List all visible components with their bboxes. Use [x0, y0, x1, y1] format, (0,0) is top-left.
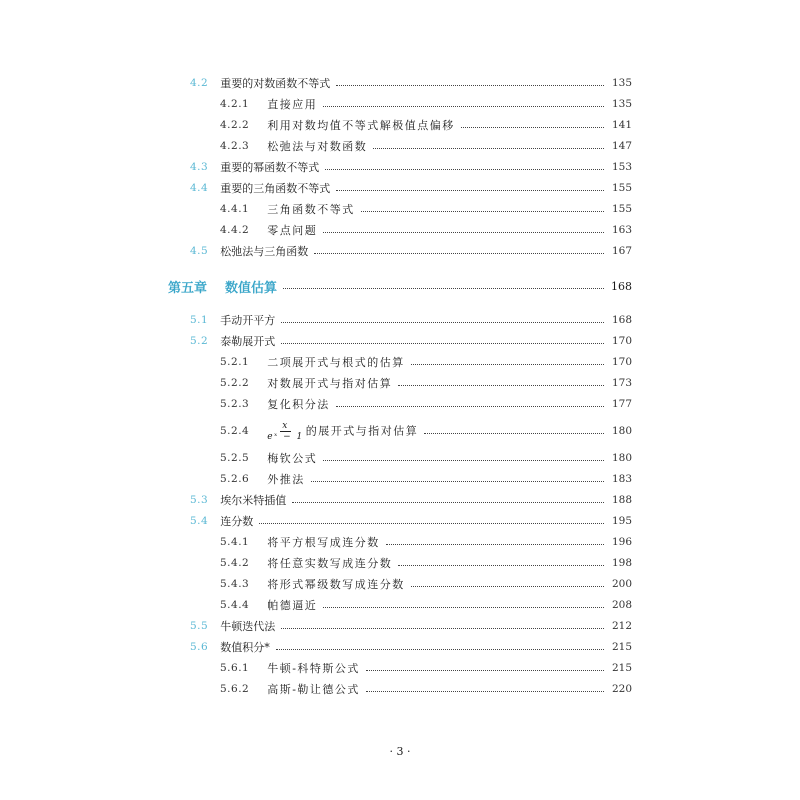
fraction-numerator: x: [282, 420, 289, 431]
chapter-title: 数值估算: [225, 280, 278, 296]
toc-entry-title: 手动开平方: [220, 314, 276, 327]
toc-entry[interactable]: [0, 532, 800, 552]
toc-entry-number: 4.4: [190, 182, 209, 194]
toc-entry[interactable]: [0, 310, 800, 330]
toc-entry-page: 212: [611, 620, 632, 632]
toc-entry-number: 5.2.5: [220, 452, 250, 464]
toc-entry[interactable]: [0, 220, 800, 240]
toc-entry-number: 5.2.3: [220, 398, 250, 410]
toc-entry-page: 188: [611, 494, 632, 506]
toc-entry-number: 5.2.4: [220, 425, 250, 437]
toc-entry[interactable]: [0, 490, 800, 510]
toc-entry-number: 4.4.2: [220, 224, 250, 236]
toc-entry-title: 二项展开式与根式的估算: [267, 356, 405, 369]
toc-entry[interactable]: [0, 637, 800, 657]
toc-entry-title: [267, 421, 418, 442]
toc-entry-number: 5.4.1: [220, 536, 250, 548]
toc-entry-page: 220: [611, 683, 632, 695]
dot-leader: [311, 480, 604, 482]
toc-entry[interactable]: [0, 574, 800, 594]
toc-entry[interactable]: [0, 178, 800, 198]
toc-entry[interactable]: [0, 595, 800, 615]
dot-leader: [281, 627, 604, 629]
toc-entry-title: 梅钦公式: [267, 452, 318, 465]
toc-entry-page: 170: [611, 335, 632, 347]
toc-entry-number: 5.2: [190, 335, 209, 347]
dot-leader: [281, 321, 604, 323]
toc-entry-number: 5.4.2: [220, 557, 250, 569]
toc-entry-title: 松弛法与三角函数: [220, 245, 309, 258]
dot-leader: [373, 147, 604, 149]
toc-entry-number: 5.2.2: [220, 377, 250, 389]
toc-entry-page: 215: [611, 641, 632, 653]
toc-entry[interactable]: [0, 448, 800, 468]
toc-entry-number: 5.2.1: [220, 356, 250, 368]
toc-entry-title: 三角函数不等式: [267, 203, 355, 216]
toc-entry-number: 5.4.3: [220, 578, 250, 590]
toc-entry-number: 4.3: [190, 161, 209, 173]
dot-leader: [323, 231, 604, 233]
toc-entry[interactable]: [0, 373, 800, 393]
toc-entry-title: 牛顿-科特斯公式: [267, 662, 360, 675]
dot-leader: [411, 585, 604, 587]
toc-entry-title: 利用对数均值不等式解极值点偏移: [267, 119, 455, 132]
toc-entry-title: 对数展开式与指对估算: [267, 377, 393, 390]
toc-entry-page: 153: [611, 161, 632, 173]
toc-entry-page: 168: [611, 314, 632, 326]
dot-leader: [325, 168, 604, 170]
toc-entry-title: 零点问题: [267, 224, 318, 237]
toc-entry-page: 215: [611, 662, 632, 674]
toc-entry-number: 5.6.1: [220, 662, 250, 674]
toc-entry-number: 5.3: [190, 494, 209, 506]
dot-leader: [366, 669, 604, 671]
toc-entry-page: 200: [611, 578, 632, 590]
toc-entry-title: 将平方根写成连分数: [267, 536, 380, 549]
toc-entry-title: 松弛法与对数函数: [267, 140, 368, 153]
toc-entry-number: 4.2.3: [220, 140, 250, 152]
toc-entry-number: 5.6: [190, 641, 209, 653]
toc-entry-number: 5.2.6: [220, 473, 250, 485]
toc-entry-number: 4.5: [190, 245, 209, 257]
toc-entry[interactable]: [0, 352, 800, 372]
toc-entry[interactable]: [0, 94, 800, 114]
toc-entry[interactable]: [0, 511, 800, 531]
toc-entry[interactable]: [0, 658, 800, 678]
toc-entry-title: 埃尔米特插值: [220, 494, 287, 507]
toc-entry[interactable]: [0, 418, 800, 444]
toc-entry-page: 155: [611, 203, 632, 215]
toc-entry-page: 170: [611, 356, 632, 368]
toc-entry-title: 将任意实数写成连分数: [267, 557, 393, 570]
page-number: · 3 ·: [389, 745, 411, 758]
toc-entry-number: 5.5: [190, 620, 209, 632]
toc-entry-number: 4.2: [190, 77, 209, 89]
dot-leader: [398, 564, 604, 566]
toc-entry-title: 复化积分法: [267, 398, 330, 411]
dot-leader: [386, 543, 604, 545]
dot-leader: [336, 84, 604, 86]
toc-entry-title: 帕德逼近: [267, 599, 318, 612]
toc-entry-page: 183: [611, 473, 632, 485]
toc-entry-number: 4.2.2: [220, 119, 250, 131]
toc-entry-page: 141: [611, 119, 632, 131]
toc-entry-number: 5.4.4: [220, 599, 250, 611]
toc-entry-title: 重要的三角函数不等式: [220, 182, 331, 195]
chapter-heading[interactable]: [0, 274, 800, 298]
fraction-formula: [267, 421, 304, 442]
dot-leader: [336, 405, 604, 407]
dot-leader: [276, 648, 604, 650]
toc-entry-page: 180: [611, 425, 632, 437]
toc-entry-title: 数值积分*: [220, 641, 270, 654]
toc-entry[interactable]: [0, 115, 800, 135]
fraction-denominator: eˣ − 1: [267, 431, 304, 442]
toc-entry[interactable]: [0, 241, 800, 261]
dot-leader: [323, 105, 604, 107]
dot-leader: [314, 252, 604, 254]
toc-entry[interactable]: [0, 553, 800, 573]
dot-leader: [398, 384, 604, 386]
toc-entry-page: 147: [611, 140, 632, 152]
toc-entry-title: 高斯-勒让德公式: [267, 683, 360, 696]
dot-leader: [424, 432, 604, 434]
toc-entry-page: 155: [611, 182, 632, 194]
toc-entry-page: 135: [611, 77, 632, 89]
toc-entry-title-text: 的展开式与指对估算: [305, 424, 419, 437]
toc-entry[interactable]: [0, 679, 800, 699]
toc-entry-number: 5.1: [190, 314, 209, 326]
dot-leader: [323, 459, 604, 461]
toc-entry-page: 177: [611, 398, 632, 410]
toc-entry-number: 5.6.2: [220, 683, 250, 695]
toc-entry[interactable]: [0, 616, 800, 636]
toc-entry-title: 直接应用: [267, 98, 318, 111]
dot-leader: [461, 126, 604, 128]
dot-leader: [292, 501, 604, 503]
toc-entry-page: 163: [611, 224, 632, 236]
toc-entry-number: 4.2.1: [220, 98, 250, 110]
toc-entry-title: 牛顿迭代法: [220, 620, 276, 633]
toc-entry-page: 173: [611, 377, 632, 389]
toc-entry-page: 196: [611, 536, 632, 548]
toc-entry-page: 180: [611, 452, 632, 464]
toc-entry[interactable]: [0, 199, 800, 219]
chapter-number: 第五章: [168, 280, 208, 296]
toc-entry-title: 连分数: [220, 515, 254, 528]
dot-leader: [366, 690, 604, 692]
toc-entry-page: 198: [611, 557, 632, 569]
toc-entry-page: 135: [611, 98, 632, 110]
toc-entry-title: 泰勒展开式: [220, 335, 276, 348]
toc-entry-title: 重要的对数函数不等式: [220, 77, 331, 90]
toc-entry[interactable]: [0, 136, 800, 156]
toc-entry[interactable]: [0, 469, 800, 489]
toc-entry[interactable]: [0, 157, 800, 177]
toc-entry[interactable]: [0, 73, 800, 93]
toc-entry-title: 将形式幂级数写成连分数: [267, 578, 405, 591]
dot-leader: [281, 342, 604, 344]
toc-entry-page: 167: [611, 245, 632, 257]
toc-entry-title: 外推法: [267, 473, 305, 486]
dot-leader: [323, 606, 604, 608]
toc-entry-number: 5.4: [190, 515, 209, 527]
dot-leader: [259, 522, 604, 524]
toc-entry[interactable]: [0, 331, 800, 351]
dot-leader: [283, 288, 604, 289]
toc-entry-number: 4.4.1: [220, 203, 250, 215]
dot-leader: [361, 210, 604, 212]
dot-leader: [411, 363, 604, 365]
dot-leader: [336, 189, 604, 191]
toc-entry[interactable]: [0, 394, 800, 414]
toc-entry-page: 195: [611, 515, 632, 527]
toc-entry-page: 208: [611, 599, 632, 611]
chapter-page: 168: [611, 279, 632, 293]
toc-entry-title: 重要的幂函数不等式: [220, 161, 320, 174]
